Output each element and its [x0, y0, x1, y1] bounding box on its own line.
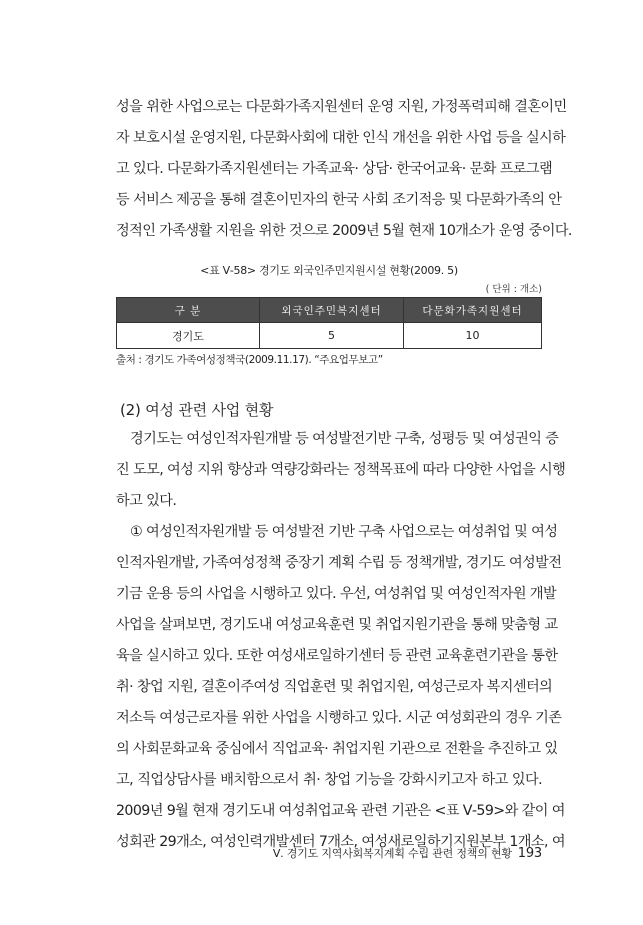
- table-unit: ( 단위 : 개소): [485, 284, 542, 295]
- text-line: 의 사회문화교육 중심에서 직업교육· 취업지원 기관으로 전환을 추진하고 있: [116, 741, 558, 757]
- text-line: ① 여성인적자원개발 등 여성발전 기반 구축 사업으로는 여성취업 및 여성: [130, 524, 558, 540]
- text-line: 인적자원개발, 가족여성정책 중장기 계획 수립 등 정책개발, 경기도 여성발전: [116, 555, 562, 571]
- footer-chapter-title: Ⅴ. 경기도 지역사회복지계획 수립 관련 정책의 현황: [272, 847, 512, 860]
- employment-paragraph: [116, 517, 565, 858]
- table-cell: 10: [404, 323, 542, 349]
- table-cell: 5: [260, 323, 404, 349]
- text-line: 성을 위한 사업으로는 다문화가족지원센터 운영 지원, 가정폭력피해 결혼이민: [116, 99, 567, 115]
- intro-paragraph: [116, 92, 572, 247]
- table-row: [117, 323, 542, 349]
- table-header-cell: 외국인주민복지센터: [260, 298, 404, 323]
- table-cell: 경기도: [117, 323, 260, 349]
- text-line: 저소득 여성근로자를 위한 사업을 시행하고 있다. 시군 여성회관의 경우 기존: [116, 710, 562, 726]
- text-line: 자 보호시설 운영지원, 다문화사회에 대한 인식 개선을 위한 사업 등을 실시하: [116, 130, 566, 146]
- text-line: 성회관 29개소, 여성인력개발센터 7개소, 여성새로일하기지원본부 1개소, 여: [116, 834, 565, 850]
- text-line: 진 도모, 여성 지위 향상과 역량강화라는 정책목표에 따라 다양한 사업을 시행: [116, 462, 566, 478]
- text-line: 2009년 9월 현재 경기도내 여성취업교육 관련 기관은 <표 Ⅴ-59>와 같이 여: [116, 803, 565, 819]
- text-line: 고 있다. 다문화가족지원센터는 가족교육· 상담· 한국어교육· 문화 프로그램: [116, 161, 553, 177]
- facility-table: [116, 297, 542, 349]
- table-header-row: [117, 298, 542, 323]
- text-line: 기금 운용 등의 사업을 시행하고 있다. 우선, 여성취업 및 여성인적자원 개발: [116, 586, 557, 602]
- text-line: 하고 있다.: [116, 493, 177, 509]
- policy-paragraph: [116, 424, 566, 517]
- table-header-cell: 구 분: [117, 298, 260, 323]
- text-line: 경기도는 여성인적자원개발 등 여성발전기반 구축, 성평등 및 여성권익 증: [130, 431, 559, 447]
- page-footer: [116, 845, 542, 861]
- text-line: 고, 직업상담사를 배치함으로서 취· 창업 기능을 강화시키고자 하고 있다.: [116, 772, 542, 788]
- page-number: 193: [517, 846, 542, 861]
- table-header-cell: 다문화가족지원센터: [404, 298, 542, 323]
- text-line: 등 서비스 제공을 통해 결혼이민자의 한국 사회 조기적응 및 다문화가족의 안: [116, 192, 562, 208]
- table-caption: <표 Ⅴ-58> 경기도 외국인주민지원시설 현황(2009. 5): [200, 264, 458, 277]
- text-line: 정적인 가족생활 지원을 위한 것으로 2009년 5월 현재 10개소가 운영 중이다.: [116, 223, 572, 239]
- section-heading: (2) 여성 관련 사업 현황: [120, 401, 274, 419]
- text-line: 취· 창업 지원, 결혼이주여성 직업훈련 및 취업지원, 여성근로자 복지센터의: [116, 679, 553, 695]
- text-line: 육을 실시하고 있다. 또한 여성새로일하기센터 등 관련 교육훈련기관을 통한: [116, 648, 558, 664]
- table-source: 출처 : 경기도 가족여성정책국(2009.11.17). “주요업무보고”: [116, 354, 383, 366]
- text-line: 사업을 살펴보면, 경기도내 여성교육훈련 및 취업지원기관을 통해 맞춤형 교: [116, 617, 558, 633]
